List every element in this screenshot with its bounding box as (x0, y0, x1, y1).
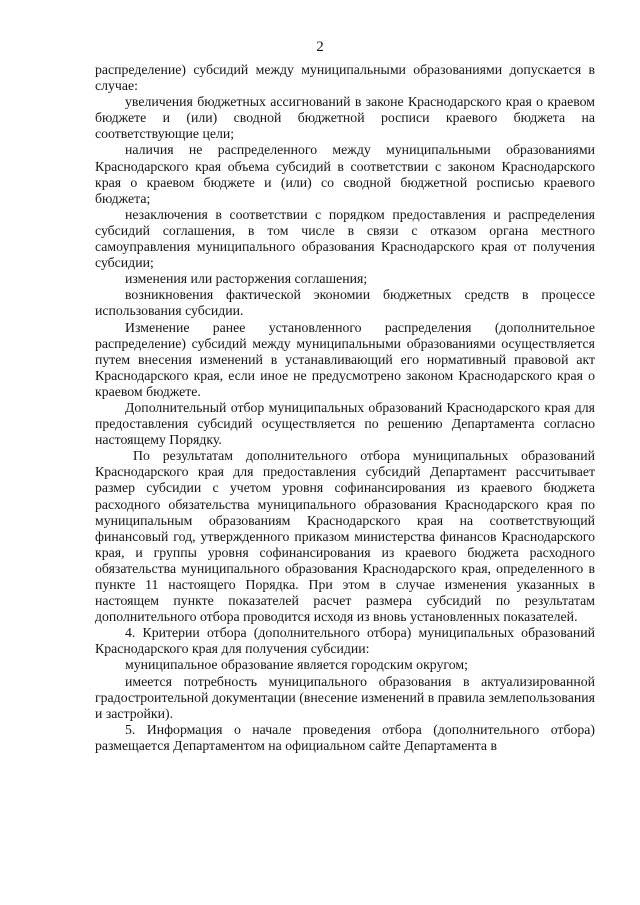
paragraph-case-undistributed-volume: наличия не распределенного между муниципальными образованиями Краснодарского края объема субсидий в соответствии с законом Краснодарского края о краевом бюджете и (или) со сводной бюджетной росписью краевого бюджета; (95, 142, 595, 206)
paragraph-criterion-documentation-need: имеется потребность муниципального образования в актуализированной градостроительной документации (внесение изменений в правила землепользования и застройки). (95, 673, 595, 721)
paragraph-section-5-information: 5. Информация о начале проведения отбора (дополнительного отбора) размещается Департаментом на официальном сайте Департамента в (95, 721, 595, 753)
paragraph-case-agreement-change: изменения или расторжения соглашения; (125, 271, 368, 287)
paragraph-case-no-agreement: незаключения в соответствии с порядком предоставления и распределения субсидий соглашения, в том числе в связи с отказом органа местного самоуправления муниципального образования Краснодарского края от получения субсидии; (95, 206, 595, 271)
paragraph-section-4-criteria: 4. Критерии отбора (дополнительного отбора) муниципальных образований Краснодарского края для получения субсидии: (95, 625, 595, 657)
paragraph-case-budget-increase: увеличения бюджетных ассигнований в законе Краснодарского края о краевом бюджете и (или) сводной бюджетной росписи краевого бюджета на соответствующие цели; (95, 94, 595, 142)
document-body (95, 62, 595, 754)
paragraph-distribution-change: Изменение ранее установленного распределения (дополнительное распределение) субсидий между муниципальными образованиями осуществляется путем внесения изменений в устанавливающий его нормативный правовой акт Краснодарского края, если иное не предусмотрено законом Краснодарского края о краевом бюджете. (95, 319, 595, 399)
paragraph-case-actual-savings: возникновения фактической экономии бюджетных средств в процессе использования субсидии. (95, 287, 595, 319)
paragraph-criterion-city-district: муниципальное образование является городским округом; (125, 657, 468, 673)
paragraph-additional-selection: Дополнительный отбор муниципальных образований Краснодарского края для предоставления субсидий осуществляется по решению Департамента согласно настоящему Порядку. (95, 399, 595, 448)
paragraph-distribution-continuation: распределение) субсидий между муниципальными образованиями допускается в случае: (95, 62, 595, 94)
page-number: 2 (316, 39, 324, 55)
paragraph-selection-results: По результатам дополнительного отбора муниципальных образований Краснодарского края для предоставления субсидий Департамент рассчитывает размер субсидии с учетом уровня софинансирования из краевого бюджета расходного обязательства муниципального образования Краснодарского края по муниципальным образованиям Краснодарского края на соответствующий финансовый год, утвержденного приказом министерства финансов Краснодарского края, и группы уровня софинансирования из краевого бюджета расходного обязательства муниципального образования Краснодарского края, определенного в пункте 11 настоящего Порядка. При этом в случае изменения указанных в настоящем пункте показателей расчет размера субсидий по результатам дополнительного отбора проводится исходя из вновь установленных показателей. (95, 448, 595, 625)
